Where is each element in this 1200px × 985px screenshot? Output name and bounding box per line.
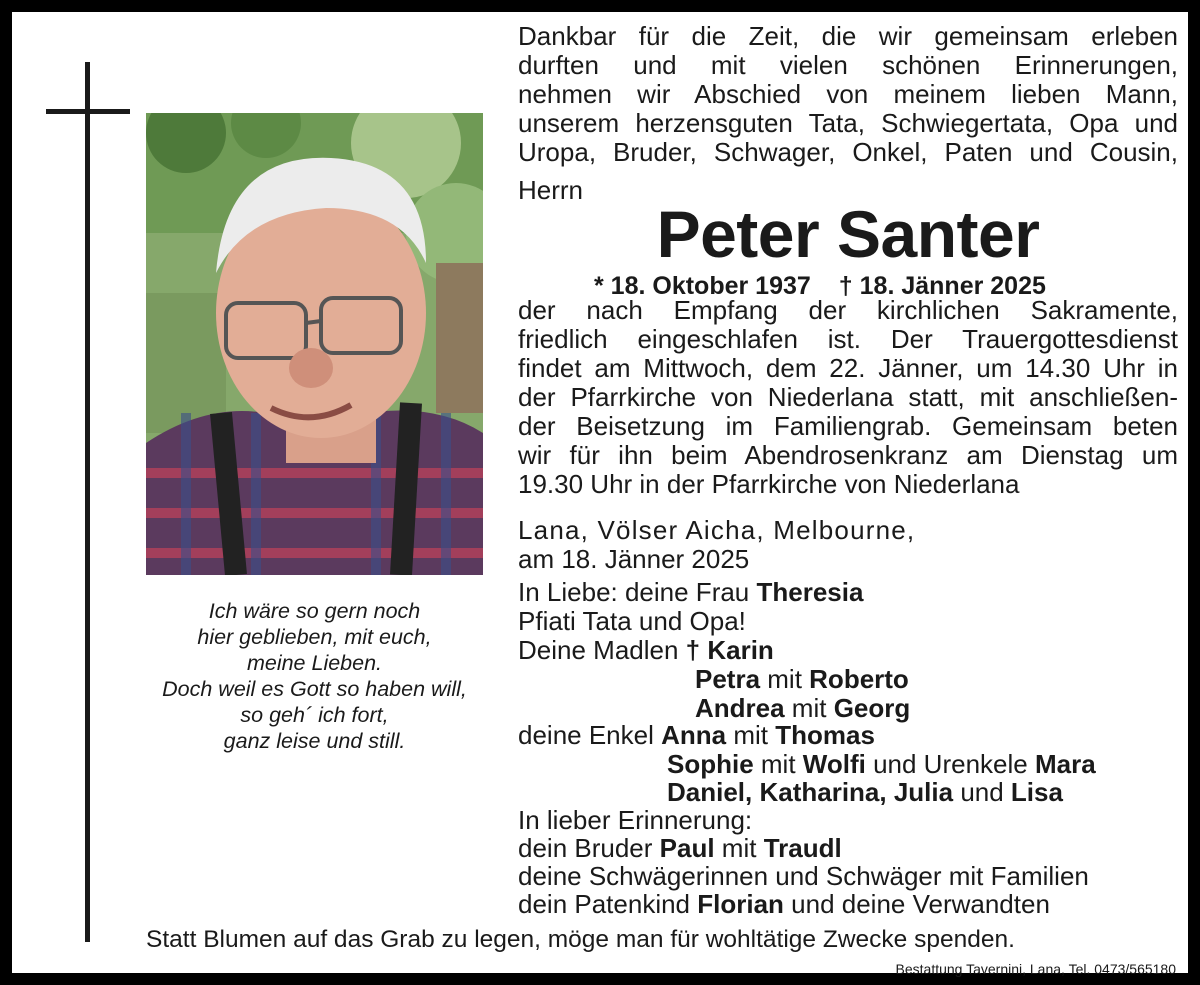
family-line: In lieber Erinnerung: [518, 805, 753, 835]
cross-icon-bar [46, 109, 130, 114]
family-line: dein Bruder Paul mit Traudl [518, 833, 842, 863]
body-line: der Pfarrkirche von Niederlana statt, mit anschließen- [518, 382, 1178, 412]
intro-line: Herrn [518, 175, 584, 205]
poem-line: ganz leise und still. [223, 729, 406, 753]
family-line: Pfiati Tata und Opa! [518, 606, 746, 636]
intro-paragraph [518, 22, 1178, 167]
family-name: Thomas [775, 720, 875, 750]
body-line: findet am Mittwoch, dem 22. Jänner, um 14.30 Uhr in [518, 353, 1178, 383]
intro-line: durften und mit vielen schönen Erinnerungen, [518, 50, 1178, 80]
deceased-name: Peter Santer [656, 197, 1040, 271]
family-name: Wolfi [802, 749, 866, 779]
poem-line: Doch weil es Gott so haben will, [162, 677, 467, 701]
poem-line: hier geblieben, mit euch, [197, 625, 432, 649]
poem [146, 598, 483, 754]
poem-line: meine Lieben. [246, 651, 383, 675]
intro-line: Dankbar für die Zeit, die wir gemeinsam erleben [518, 21, 1178, 51]
family-name: Theresia [756, 577, 864, 607]
body-line: friedlich eingeschlafen ist. Der Trauergottesdienst [518, 324, 1178, 354]
poem-line: so geh´ ich fort, [240, 703, 389, 727]
obituary-notice [12, 12, 1188, 977]
family-name: † Karin [685, 635, 774, 665]
intro-line: nehmen wir Abschied von meinem lieben Mann, [518, 79, 1178, 109]
family-name: Sophie [667, 749, 754, 779]
family-name: Andrea [695, 693, 785, 723]
family-line: Sophie mit Wolfi und Urenkele Mara [667, 749, 1096, 779]
place-line: Lana, Völser Aicha, Melbourne, [518, 515, 916, 545]
portrait-photo [146, 113, 483, 575]
family-name: Georg [833, 693, 911, 723]
family-name: Paul [659, 833, 715, 863]
body-line: 19.30 Uhr in der Pfarrkirche von Niederlana [518, 469, 1020, 499]
family-name: Daniel, Katharina, Julia [667, 777, 954, 807]
donation-note: Statt Blumen auf das Grab zu legen, möge man für wohltätige Zwecke spenden. [146, 926, 1015, 953]
family-line: Deine Madlen † Karin [518, 635, 774, 665]
family-name: Mara [1034, 749, 1096, 779]
poem-line: Ich wäre so gern noch [208, 599, 421, 623]
body-line: der nach Empfang der kirchlichen Sakramente, [518, 295, 1178, 325]
family-line: dein Patenkind Florian und deine Verwandten [518, 889, 1050, 919]
body-line: der Beisetzung im Familiengrab. Gemeinsam beten [518, 411, 1178, 441]
family-name: Petra [695, 664, 761, 694]
family-line: deine Schwägerinnen und Schwäger mit Familien [518, 861, 1089, 891]
family-name: Lisa [1010, 777, 1063, 807]
family-name: Traudl [763, 833, 842, 863]
family-name: Anna [661, 720, 727, 750]
intro-line: unserem herzensguten Tata, Schwiegertata, Opa und [518, 108, 1178, 138]
family-name: Florian [697, 889, 784, 919]
family-line: Daniel, Katharina, Julia und Lisa [667, 777, 1063, 807]
service-paragraph [518, 296, 1178, 470]
family-line: deine Enkel Anna mit Thomas [518, 720, 875, 750]
intro-line: Uropa, Bruder, Schwager, Onkel, Paten und Cousin, [518, 137, 1178, 167]
family-name: Roberto [809, 664, 909, 694]
death-date: † 18. Jänner 2025 [838, 272, 1046, 300]
family-line: Petra mit Roberto [695, 664, 909, 694]
date-line: am 18. Jänner 2025 [518, 544, 750, 574]
cross-icon [85, 62, 90, 942]
family-line: In Liebe: deine Frau Theresia [518, 577, 864, 607]
body-line: wir für ihn beim Abendrosenkranz am Dienstag um [518, 440, 1178, 470]
place-date [518, 516, 915, 574]
family-line: Andrea mit Georg [695, 693, 911, 723]
birth-date: * 18. Oktober 1937 [594, 272, 811, 300]
undertaker-info: Bestattung Tavernini, Lana, Tel. 0473/565180 [895, 961, 1176, 977]
